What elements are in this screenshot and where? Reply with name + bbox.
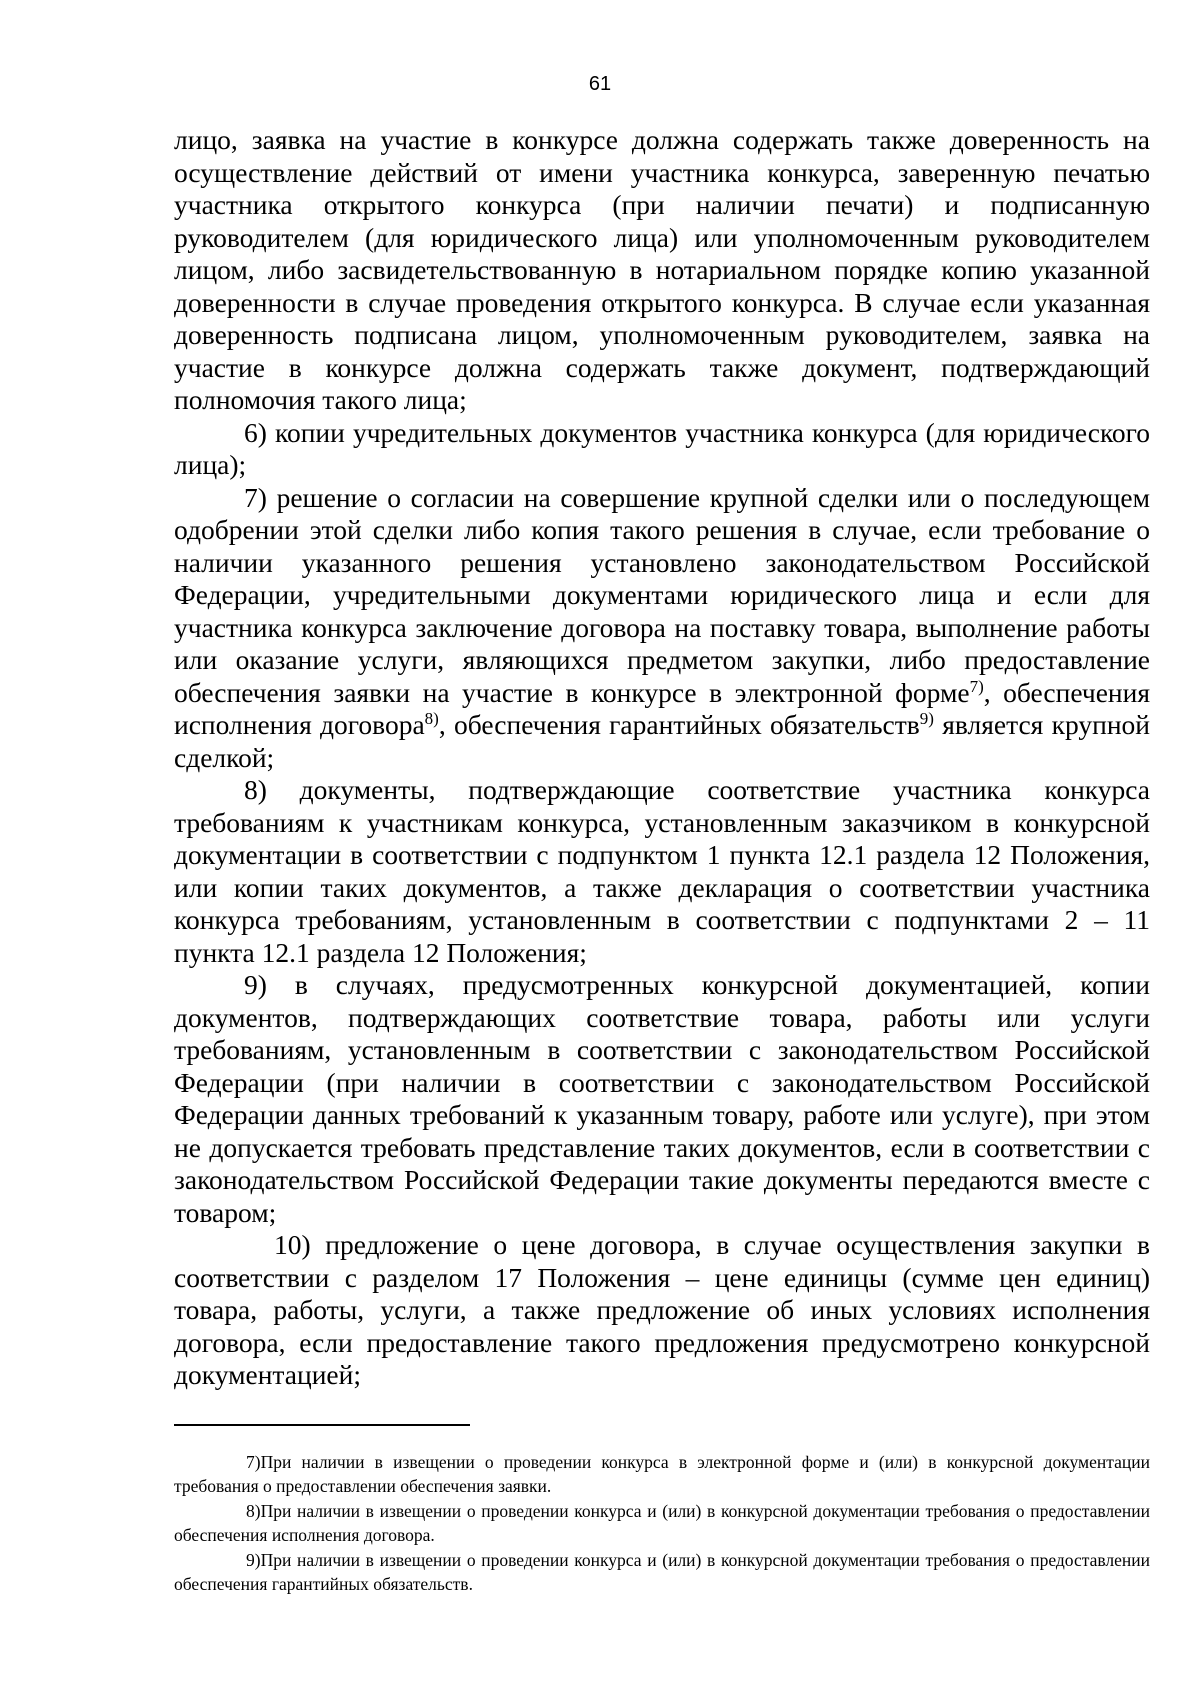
list-item-7-text-part-2: , обеспечения исполнения договора bbox=[174, 676, 1150, 740]
list-item-7 bbox=[174, 482, 1150, 775]
paragraph-continuation: лицо, заявка на участие в конкурсе должна содержать также доверенность на осуществление действий от имени участника конкурса, заверенную печатью участника открытого конкурса (при наличии печати) и подписанную руководителем (для юридического лица) или уполномоченным руководителем лицом, либо засвидетельствованную в нотариальном порядке копию указанной доверенности в случае проведения открытого конкурса. В случае если указанная доверенность подписана лицом, уполномоченным руководителем, заявка на участие в конкурсе должна содержать также документ, подтверждающий полномочия такого лица; bbox=[174, 124, 1150, 415]
list-item-8: 8) документы, подтверждающие соответствие участника конкурса требованиям к участникам конкурса, установленным заказчиком в конкурсной документации в соответствии с подпунктом 1 пункта 12.1 раздела 12 Положения, или копии таких документов, а также декларация о соответствии участника конкурса требованиям, установленным в соответствии с подпунктами 2 – 11 пункта 12.1 раздела 12 Положения; bbox=[174, 774, 1150, 968]
footnote-ref-8: 8) bbox=[424, 709, 439, 728]
list-item-7-text-part-4: является крупной сделкой; bbox=[174, 709, 1150, 773]
footnote-9: 9)При наличии в извещении о проведении конкурса и (или) в конкурсной документации требования о предоставлении обеспечения гарантийных обязательств. bbox=[174, 1550, 1150, 1594]
footnote-ref-9: 9) bbox=[919, 709, 934, 728]
list-item-7-text-part-3: , обеспечения гарантийных обязательств bbox=[438, 709, 920, 740]
list-item-10: 10) предложение о цене договора, в случае осуществления закупки в соответствии с разделом 17 Положения – цене единицы (сумме цен единиц) товара, работы, услуги, а также предложение об иных условиях исполнения договора, если предоставление такого предложения предусмотрено конкурсной документацией; bbox=[174, 1229, 1150, 1390]
document-body bbox=[174, 124, 1150, 1392]
footnote-8: 8)При наличии в извещении о проведении конкурса и (или) в конкурсной документации требования о предоставлении обеспечения исполнения договора. bbox=[174, 1501, 1150, 1545]
footnote-separator bbox=[174, 1424, 470, 1426]
footnote-ref-7: 7) bbox=[969, 676, 984, 696]
list-item-7-text-part-1: 7) решение о согласии на совершение крупной сделки или о последующем одобрении этой сделки либо копия такого решения в случае, если требование о наличии указанного решения установлено законодательством Российской Федерации, учредительными документами юридического лица и если для участника конкурса заключение договора на поставку товара, выполнение работы или оказание услуги, являющихся предметом закупки, либо предоставление обеспечения заявки на участие в конкурсе в электронной форме bbox=[174, 481, 1150, 708]
footnotes bbox=[174, 1450, 1150, 1597]
footnote-7: 7)При наличии в извещении о проведении конкурса в электронной форме и (или) в конкурсной документации требования о предоставлении обеспечения заявки. bbox=[174, 1452, 1150, 1496]
page-number: 61 bbox=[588, 73, 612, 95]
list-item-6: 6) копии учредительных документов участника конкурса (для юридического лица); bbox=[174, 416, 1150, 480]
list-item-9: 9) в случаях, предусмотренных конкурсной документацией, копии документов, подтверждающих соответствие товара, работы или услуги требованиям, установленным в соответствии с законодательством Российской Федерации (при наличии в соответствии с законодательством Российской Федерации данных требований к указанным товару, работе или услуге), при этом не допускается требовать представление таких документов, если в соответствии с законодательством Российской Федерации такие документы передаются вместе с товаром; bbox=[174, 969, 1150, 1228]
